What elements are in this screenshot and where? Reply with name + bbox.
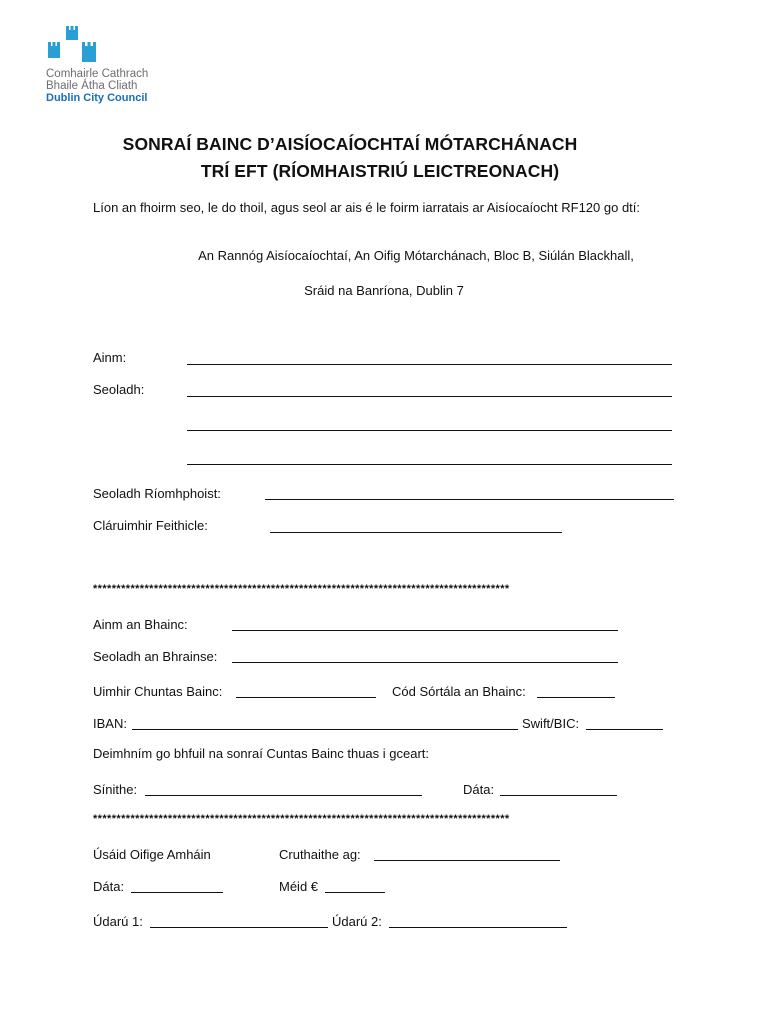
name-label: Ainm:: [93, 350, 127, 365]
office-date-field[interactable]: [131, 892, 223, 893]
auth1-field[interactable]: [150, 927, 328, 928]
name-field[interactable]: [187, 364, 672, 365]
form-title-line-1: SONRAÍ BAINC D’AISÍOCAÍOCHTAÍ MÓTARCHÁNACH: [122, 134, 578, 154]
branch-address-label: Seoladh an Bhrainse:: [93, 649, 218, 664]
auth2-label: Údarú 2:: [332, 914, 382, 929]
office-date-label: Dáta:: [93, 879, 125, 894]
castle-towers-icon: [44, 24, 104, 66]
iban-label: IBAN:: [93, 716, 127, 731]
branch-address-field[interactable]: [232, 662, 618, 663]
sort-code-field[interactable]: [537, 697, 615, 698]
address-field-2[interactable]: [187, 430, 672, 431]
signed-label: Sínithe:: [93, 782, 138, 797]
email-label: Seoladh Ríomhphoist:: [93, 486, 221, 501]
office-use-title: Úsáid Oifige Amháin: [93, 847, 211, 862]
form-title-line-2: TRÍ EFT (RÍOMHAISTRIÚ LEICTREONACH): [200, 161, 560, 181]
iban-field[interactable]: [132, 729, 518, 730]
declaration-text: Deimhním go bhfuil na sonraí Cuntas Bainc thuas i gceart:: [93, 746, 430, 761]
auth1-label: Údarú 1:: [93, 914, 143, 929]
account-number-field[interactable]: [236, 697, 376, 698]
vehicle-reg-label: Cláruimhir Feithicle:: [93, 518, 208, 533]
separator-2: *****************************************************************************************: [93, 813, 510, 825]
address-field-1[interactable]: [187, 396, 672, 397]
bank-name-field[interactable]: [232, 630, 618, 631]
date-field[interactable]: [500, 795, 617, 796]
date-label: Dáta:: [463, 782, 495, 797]
signature-field[interactable]: [145, 795, 422, 796]
logo-line-1: Comhairle Cathrach: [46, 68, 149, 80]
swift-field[interactable]: [586, 729, 663, 730]
separator-1: *****************************************************************************************: [93, 583, 510, 595]
bank-name-label: Ainm an Bhainc:: [93, 617, 188, 632]
logo-line-2: Bhaile Átha Cliath: [46, 80, 138, 92]
address-line-2: Sráid na Banríona, Dublin 7: [304, 283, 464, 298]
swift-label: Swift/BIC:: [522, 716, 580, 731]
address-line-1: An Rannóg Aisíocaíochtaí, An Oifig Mótarchánach, Bloc B, Siúlán Blackhall,: [198, 248, 634, 263]
amount-label: Méid €: [279, 879, 319, 894]
email-field[interactable]: [265, 499, 674, 500]
auth2-field[interactable]: [389, 927, 567, 928]
logo-text: [46, 68, 148, 104]
logo-line-3: Dublin City Council: [46, 92, 148, 104]
sort-code-label: Cód Sórtála an Bhainc:: [392, 684, 526, 699]
vehicle-reg-field[interactable]: [270, 532, 562, 533]
intro-text: Líon an fhoirm seo, le do thoil, agus seol ar ais é le foirm iarratais ar Aisíocaíocht RF120 go dtí:: [93, 200, 641, 215]
dublin-city-council-logo: [40, 24, 180, 114]
amount-field[interactable]: [325, 892, 385, 893]
created-by-label: Cruthaithe ag:: [279, 847, 361, 862]
address-label: Seoladh:: [93, 382, 145, 397]
account-number-label: Uimhir Chuntas Bainc:: [93, 684, 223, 699]
created-by-field[interactable]: [374, 860, 560, 861]
address-field-3[interactable]: [187, 464, 672, 465]
